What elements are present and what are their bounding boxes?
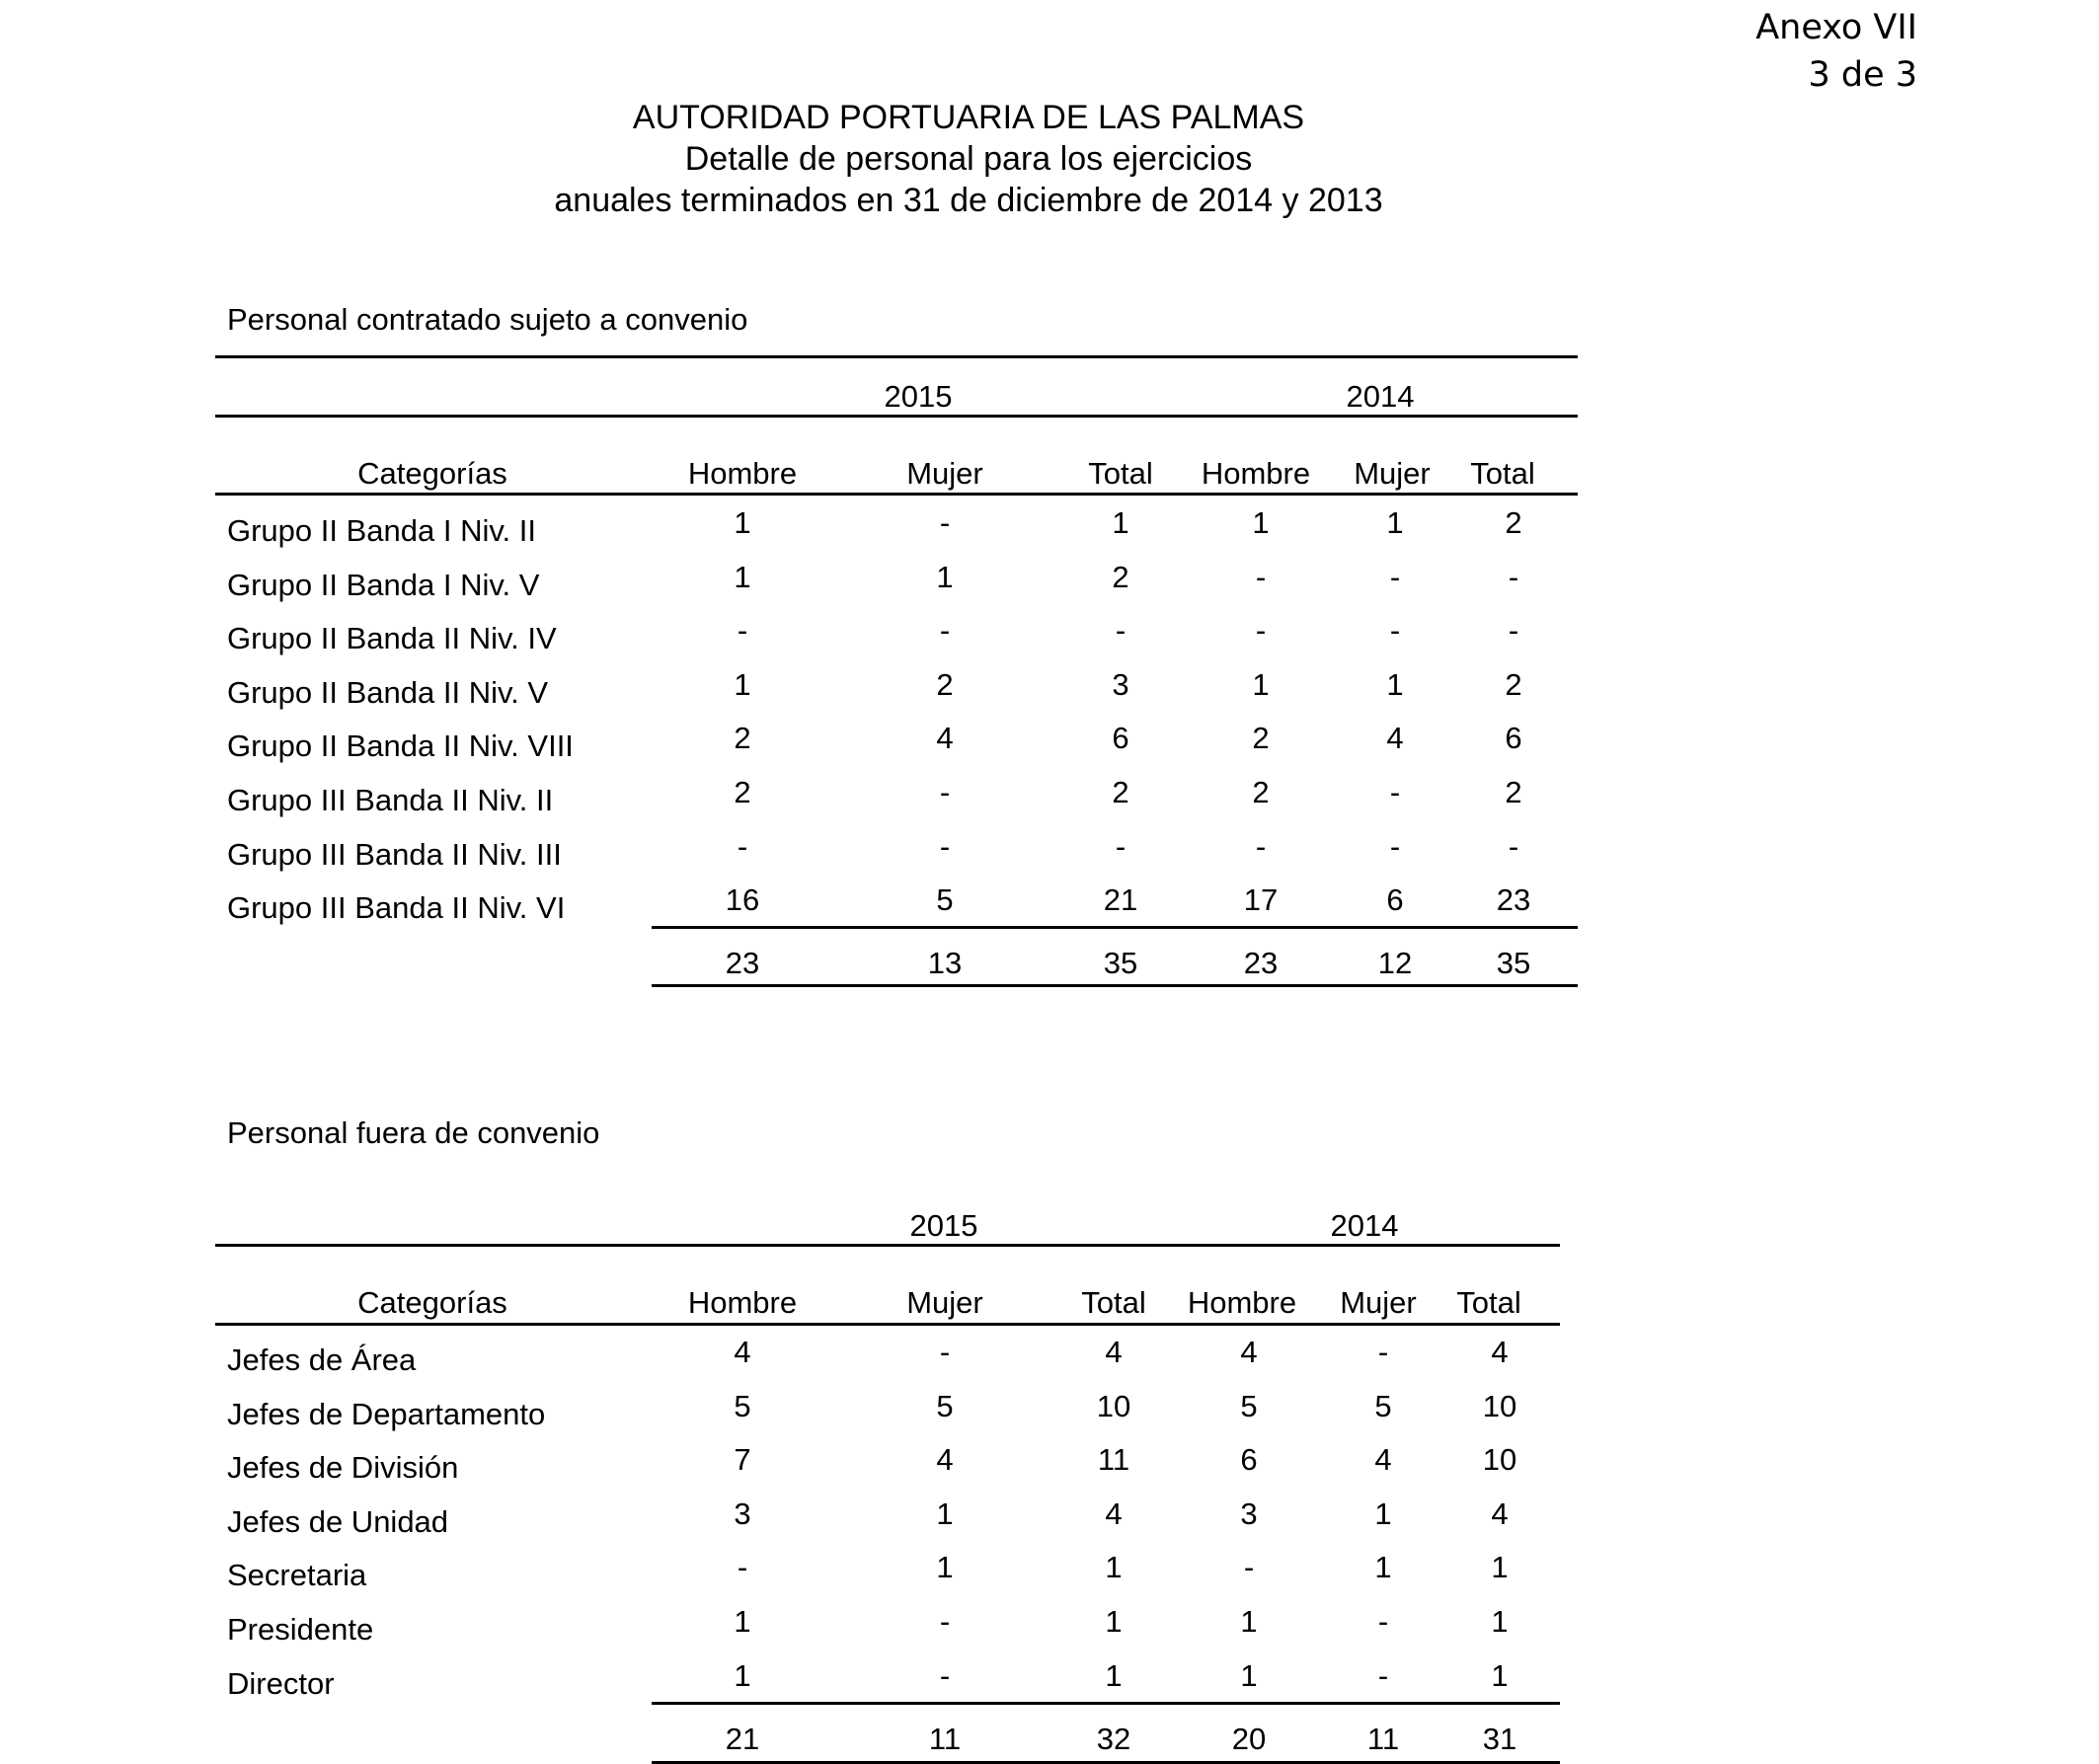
section1-label: Personal contratado sujeto a convenio — [227, 302, 748, 337]
section2-year-a: 2015 — [909, 1208, 978, 1243]
section2-header-total-b: Total — [1456, 1285, 1521, 1320]
section2-header-rule — [215, 1323, 1560, 1326]
section2-subtotal-rule — [652, 1702, 1560, 1705]
section2-row-category: Jefes de Departamento — [227, 1396, 546, 1431]
section1-cell-total-b: - — [1508, 828, 1519, 864]
section1-cell-mujer-b: - — [1389, 559, 1401, 594]
section1-total-hombre-b: 23 — [1243, 946, 1279, 980]
section2-cell-hombre-a: 4 — [734, 1335, 751, 1369]
section2-label: Personal fuera de convenio — [227, 1115, 600, 1150]
section1-header-hombre-a: Hombre — [687, 456, 798, 491]
section2-cell-hombre-b: 4 — [1240, 1335, 1258, 1369]
section1-cell-mujer-b: 1 — [1386, 666, 1404, 702]
section2-row-category: Jefes de División — [227, 1450, 459, 1486]
section1-row-category: Grupo II Banda II Niv. V — [227, 674, 549, 710]
section2-cell-total-b: 1 — [1491, 1657, 1509, 1693]
section1-cell-total-a: - — [1115, 828, 1127, 864]
section1-row-category: Grupo III Banda II Niv. II — [227, 783, 554, 817]
section2-cell-hombre-b: 1 — [1240, 1657, 1258, 1693]
section1-cell-mujer-a: - — [939, 828, 951, 864]
section1-row-category: Grupo II Banda I Niv. II — [227, 513, 537, 548]
section1-subtotal-rule — [652, 926, 1578, 929]
annex-label — [1755, 4, 1917, 99]
section2-cell-mujer-a: 5 — [936, 1388, 954, 1423]
section2-cell-mujer-b: 1 — [1374, 1496, 1392, 1531]
section1-cell-total-b: - — [1508, 613, 1519, 649]
section2-header-hombre-a: Hombre — [687, 1285, 798, 1320]
section1-row-category: Grupo III Banda II Niv. III — [227, 836, 562, 872]
section1-cell-total-a: 3 — [1112, 666, 1129, 702]
section1-cell-hombre-a: 1 — [734, 559, 751, 594]
section2-cell-mujer-b: - — [1377, 1335, 1389, 1369]
section2-year-b: 2014 — [1330, 1208, 1399, 1243]
section1-cell-hombre-b: - — [1255, 828, 1267, 864]
section2-cell-mujer-a: 1 — [936, 1496, 954, 1531]
section2-cell-total-a: 1 — [1105, 1657, 1123, 1693]
section2-cell-total-b: 10 — [1482, 1442, 1517, 1478]
section2-cell-hombre-b: 6 — [1240, 1442, 1258, 1478]
section1-top-rule — [215, 355, 1578, 358]
section2-total-mujer-b: 11 — [1366, 1722, 1400, 1756]
section2-row-category: Secretaria — [227, 1558, 367, 1593]
section1-cell-mujer-b: - — [1389, 775, 1401, 809]
section1-row-category: Grupo III Banda II Niv. VI — [227, 890, 566, 926]
section1-year-b: 2014 — [1346, 379, 1415, 414]
section1-total-total-a: 35 — [1103, 946, 1138, 980]
section2-header-hombre-b: Hombre — [1187, 1285, 1297, 1320]
section1-header-categorias: Categorías — [357, 456, 507, 491]
title-line-3: anuales terminados en 31 de diciembre de 2014 y 2013 — [554, 182, 1383, 219]
section1-cell-mujer-a: - — [939, 505, 951, 540]
section2-total-total-b: 31 — [1482, 1722, 1517, 1756]
section1-cell-hombre-a: - — [737, 613, 748, 649]
section1-cell-hombre-a: 1 — [734, 505, 751, 540]
section2-cell-hombre-b: - — [1243, 1550, 1255, 1585]
section1-header-total-a: Total — [1088, 456, 1153, 491]
section2-cell-mujer-b: - — [1377, 1604, 1389, 1639]
title-line-2: Detalle de personal para los ejercicios — [684, 140, 1253, 178]
section1-total-hombre-a: 23 — [725, 946, 760, 980]
section2-header-total-a: Total — [1081, 1285, 1146, 1320]
section2-cell-hombre-a: 7 — [734, 1442, 751, 1478]
section1-bottom-rule — [652, 984, 1578, 987]
section1-year-a: 2015 — [884, 379, 953, 414]
section2-header-mujer-a: Mujer — [906, 1285, 983, 1320]
section2-total-total-a: 32 — [1096, 1722, 1131, 1756]
section1-cell-mujer-b: - — [1389, 828, 1401, 864]
section2-cell-mujer-b: - — [1377, 1657, 1389, 1693]
section1-cell-mujer-a: - — [939, 613, 951, 649]
section1-cell-total-b: 2 — [1505, 505, 1522, 540]
section2-cell-total-a: 1 — [1105, 1550, 1123, 1585]
section2-cell-total-a: 4 — [1105, 1496, 1123, 1531]
section2-cell-mujer-b: 4 — [1374, 1442, 1392, 1478]
section2-cell-hombre-a: 1 — [734, 1657, 751, 1693]
section2-cell-total-b: 1 — [1491, 1604, 1509, 1639]
section1-cell-mujer-b: - — [1389, 613, 1401, 649]
section2-total-mujer-a: 11 — [928, 1722, 962, 1756]
section2-year-rule — [215, 1244, 1560, 1247]
section1-cell-total-a: 2 — [1112, 775, 1129, 809]
section1-cell-mujer-b: 4 — [1386, 721, 1404, 756]
section1-cell-mujer-a: 5 — [936, 882, 954, 918]
section2-row-category: Jefes de Unidad — [227, 1503, 449, 1539]
section1-row-category: Grupo II Banda I Niv. V — [227, 567, 540, 602]
section1-header-mujer-a: Mujer — [906, 456, 983, 491]
section1-cell-total-b: 2 — [1505, 775, 1522, 809]
section2-cell-mujer-a: - — [939, 1657, 951, 1693]
section2-header-mujer-b: Mujer — [1340, 1285, 1417, 1320]
section1-cell-hombre-b: 17 — [1243, 882, 1279, 918]
section1-cell-mujer-a: 4 — [936, 721, 954, 756]
section2-cell-mujer-a: - — [939, 1335, 951, 1369]
section2-total-hombre-a: 21 — [725, 1722, 760, 1756]
section1-cell-mujer-b: 6 — [1386, 882, 1404, 918]
section1-cell-hombre-a: 1 — [734, 666, 751, 702]
section2-cell-total-a: 11 — [1097, 1442, 1130, 1478]
section1-cell-total-a: 6 — [1112, 721, 1129, 756]
section1-year-rule — [215, 415, 1578, 418]
section2-total-hombre-b: 20 — [1231, 1722, 1267, 1756]
section1-cell-mujer-a: 2 — [936, 666, 954, 702]
section2-row-category: Jefes de Área — [227, 1342, 417, 1377]
section2-cell-total-b: 4 — [1491, 1496, 1509, 1531]
section2-cell-hombre-a: 3 — [734, 1496, 751, 1531]
section1-header-rule — [215, 493, 1578, 496]
section1-cell-total-b: 6 — [1505, 721, 1522, 756]
section2-cell-total-b: 4 — [1491, 1335, 1509, 1369]
section2-cell-total-b: 1 — [1491, 1550, 1509, 1585]
section1-cell-hombre-b: - — [1255, 613, 1267, 649]
section2-cell-mujer-b: 1 — [1374, 1550, 1392, 1585]
section1-cell-mujer-a: - — [939, 775, 951, 809]
section1-total-total-b: 35 — [1496, 946, 1531, 980]
section1-cell-hombre-b: 2 — [1252, 721, 1270, 756]
section1-row-category: Grupo II Banda II Niv. IV — [227, 621, 557, 656]
section1-cell-mujer-a: 1 — [936, 559, 954, 594]
section2-cell-hombre-a: 1 — [734, 1604, 751, 1639]
section2-cell-hombre-a: - — [737, 1550, 748, 1585]
section2-cell-total-a: 4 — [1105, 1335, 1123, 1369]
section1-cell-hombre-b: 1 — [1252, 505, 1270, 540]
section2-cell-mujer-a: 1 — [936, 1550, 954, 1585]
section1-cell-total-b: - — [1508, 559, 1519, 594]
section1-header-mujer-b: Mujer — [1354, 456, 1431, 491]
section2-cell-hombre-a: 5 — [734, 1388, 751, 1423]
section1-cell-hombre-a: 2 — [734, 775, 751, 809]
section1-header-hombre-b: Hombre — [1201, 456, 1311, 491]
section1-cell-total-b: 23 — [1496, 882, 1531, 918]
section1-cell-hombre-a: 2 — [734, 721, 751, 756]
title-line-1: AUTORIDAD PORTUARIA DE LAS PALMAS — [632, 99, 1305, 136]
section1-cell-total-b: 2 — [1505, 666, 1522, 702]
section2-row-category: Presidente — [227, 1612, 374, 1647]
section1-total-mujer-b: 12 — [1377, 946, 1413, 980]
section1-cell-mujer-b: 1 — [1386, 505, 1404, 540]
annex-number: Anexo VII — [1755, 8, 1917, 47]
section1-total-mujer-a: 13 — [927, 946, 963, 980]
section2-cell-total-a: 1 — [1105, 1604, 1123, 1639]
section2-cell-mujer-b: 5 — [1374, 1388, 1392, 1423]
section1-row-category: Grupo II Banda II Niv. VIII — [227, 729, 574, 764]
section1-cell-hombre-b: 1 — [1252, 666, 1270, 702]
section2-row-category: Director — [227, 1665, 335, 1701]
document-title — [0, 97, 2099, 221]
section2-cell-total-a: 10 — [1096, 1388, 1131, 1423]
section1-cell-hombre-a: 16 — [725, 882, 760, 918]
annex-page: 3 de 3 — [1808, 55, 1917, 95]
section2-cell-mujer-a: - — [939, 1604, 951, 1639]
section2-cell-hombre-b: 5 — [1240, 1388, 1258, 1423]
section1-header-total-b: Total — [1470, 456, 1535, 491]
section1-cell-total-a: 2 — [1112, 559, 1129, 594]
section1-cell-total-a: 1 — [1112, 505, 1129, 540]
section2-header-categorias: Categorías — [357, 1285, 507, 1320]
section1-cell-hombre-a: - — [737, 828, 748, 864]
section1-cell-hombre-b: 2 — [1252, 775, 1270, 809]
section1-cell-hombre-b: - — [1255, 559, 1267, 594]
section2-cell-mujer-a: 4 — [936, 1442, 954, 1478]
section1-cell-total-a: - — [1115, 613, 1127, 649]
section2-cell-total-b: 10 — [1482, 1388, 1517, 1423]
section2-cell-hombre-b: 3 — [1240, 1496, 1258, 1531]
section2-cell-hombre-b: 1 — [1240, 1604, 1258, 1639]
section1-cell-total-a: 21 — [1103, 882, 1138, 918]
